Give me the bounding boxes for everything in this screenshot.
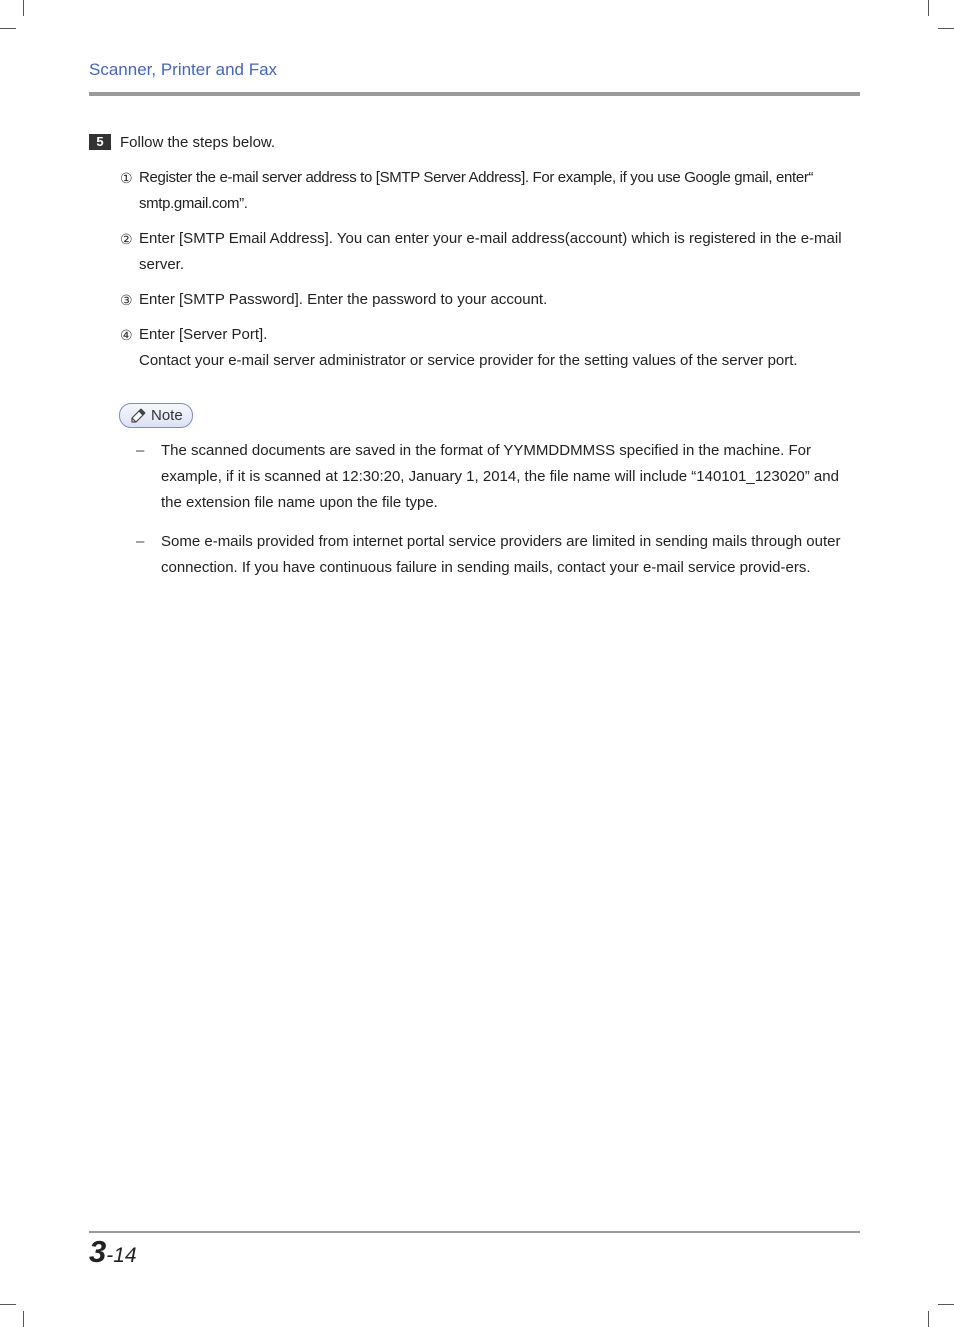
crop-mark: [928, 0, 929, 16]
crop-mark: [928, 1311, 929, 1327]
crop-mark: [23, 0, 24, 16]
note-label: Note: [151, 407, 183, 424]
substep-item: [120, 287, 860, 313]
dash-bullet: –: [136, 442, 145, 459]
section-title: Scanner, Printer and Fax: [89, 60, 278, 79]
substep-item: [120, 165, 860, 217]
substep-list: [120, 165, 860, 383]
substep-number: ②: [120, 231, 133, 247]
page-separator: -: [106, 1244, 114, 1267]
substep-text-continued: Contact your e-mail server administrator or service provider for the setting values of the server port.: [139, 352, 798, 369]
step-intro: Follow the steps below.: [120, 134, 276, 151]
substep-item: [120, 322, 860, 374]
footer-divider: [89, 1231, 860, 1233]
note-text: The scanned documents are saved in the format of YYMMDDMMSS specified in the machine. For example, if it is scanned at 12:30:20, January 1, 2014, the file name will include “140101_123020” and the extension file name upon the file type.: [161, 442, 839, 511]
substep-text: Enter [SMTP Password]. Enter the password to your account.: [139, 291, 548, 308]
pencil-eraser-icon: [129, 408, 146, 423]
header-divider: [89, 92, 860, 96]
substep-number: ①: [120, 170, 133, 186]
step-number-badge: 5: [89, 134, 111, 150]
dash-bullet: –: [136, 533, 145, 550]
page-chapter-number: 3: [89, 1234, 107, 1269]
crop-mark: [938, 1304, 954, 1305]
crop-mark: [0, 1304, 16, 1305]
note-item: [136, 529, 860, 581]
substep-text: Enter [SMTP Email Address]. You can enter your e-mail address(account) which is registered in the e-mail server.: [139, 230, 842, 273]
substep-number: ③: [120, 292, 133, 308]
page-index: 14: [113, 1244, 137, 1267]
crop-mark: [23, 1311, 24, 1327]
substep-text: Register the e-mail server address to [SMTP Server Address]. For example, if you use Google gmail, enter“ smtp.gmail.com”.: [139, 169, 814, 212]
note-item: [136, 438, 860, 516]
page-number: [89, 1234, 137, 1270]
substep-text: Enter [Server Port].: [139, 326, 268, 343]
crop-mark: [0, 28, 16, 29]
substep-item: [120, 226, 860, 278]
note-text: Some e-mails provided from internet portal service providers are limited in sending mails through outer connection. If you have continuous failure in sending mails, contact your e-mail service provid-ers.: [161, 533, 841, 576]
crop-mark: [938, 28, 954, 29]
substep-number: ④: [120, 327, 133, 343]
note-badge: [119, 403, 193, 428]
note-list: [136, 438, 860, 594]
